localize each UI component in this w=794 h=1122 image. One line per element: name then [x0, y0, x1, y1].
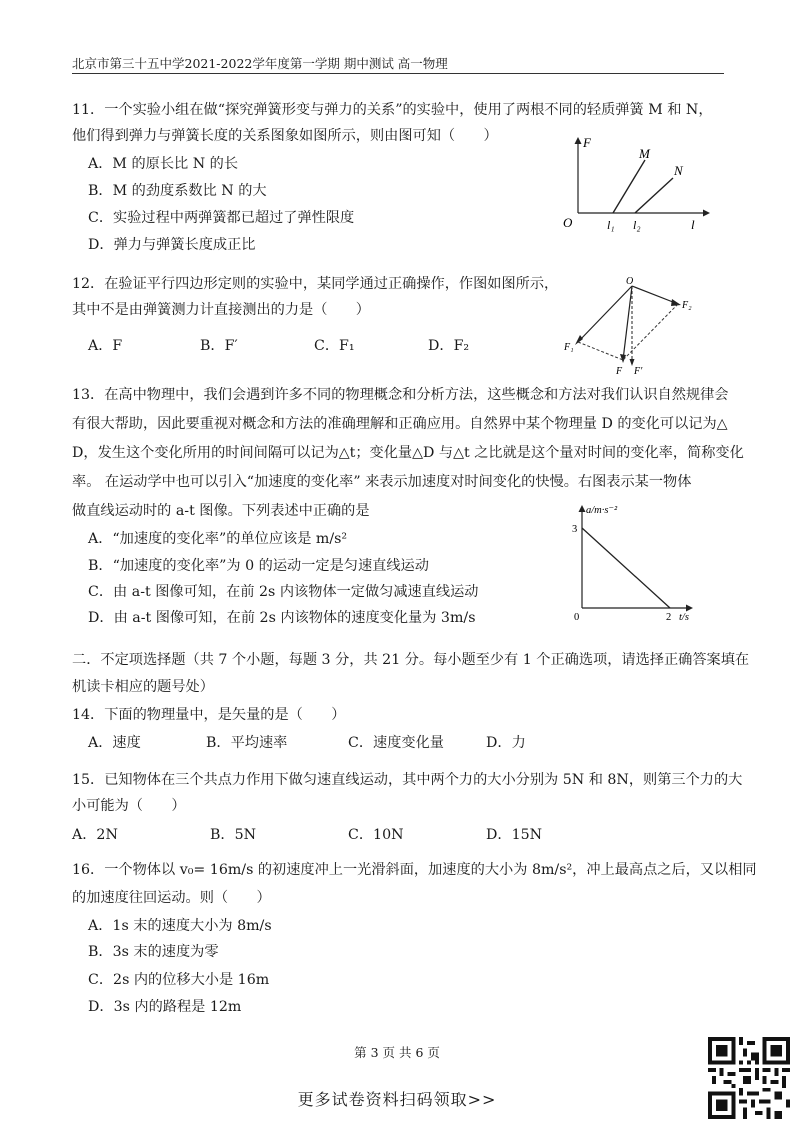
q13-line1: 13．在高中物理中，我们会遇到许多不同的物理概念和分析方法，这些概念和方法对我们认识自然规律会: [72, 387, 729, 403]
q12-label-f2: F₂: [682, 300, 692, 311]
q12-fprime-arrow: [630, 359, 635, 366]
q12-option-c: C．F₁: [314, 338, 355, 354]
q14-stem: 14．下面的物理量中，是矢量的是（ ）: [72, 707, 346, 723]
q13-tick-2: 2: [666, 612, 672, 623]
q12-stem-line2: 其中不是由弹簧测力计直接测出的力是（ ）: [72, 302, 370, 318]
q13-option-d: D．由 a-t 图像可知，在前 2s 内该物体的速度变化量为 3m/s: [88, 610, 476, 626]
header-rule: [72, 73, 724, 74]
q13-option-a: A．“加速度的变化率”的单位应该是 m/s²: [88, 531, 348, 547]
q15-option-a: A．2N: [72, 827, 118, 843]
q12-f1-arrow: [575, 335, 583, 345]
q11-label-m: M: [639, 146, 650, 161]
q13-line3: D，发生这个变化所用的时间间隔可以记为△t；变化量△D 与△t 之比就是这个量对时间的变化率，简称变化: [72, 445, 744, 461]
q11-label-o: O: [563, 215, 573, 230]
q16-stem-line1: 16．一个物体以 v₀= 16m/s 的初速度冲上一光滑斜面，加速度的大小为 8m/s²，冲上最高点之后，又以相同: [72, 862, 757, 878]
q11-line-m: [613, 160, 645, 213]
q11-option-c: C．实验过程中两弹簧都已超过了弹性限度: [88, 210, 355, 226]
q13-option-b: B．“加速度的变化率”为 0 的运动一定是匀速直线运动: [88, 558, 429, 574]
q11-spring-graph: [555, 132, 715, 238]
q15-option-b: B．5N: [210, 827, 257, 843]
q11-label-l1: l₁: [607, 218, 615, 232]
q12-option-b: B．F′: [200, 338, 238, 354]
q12-option-d: D．F₂: [428, 338, 470, 354]
q13-x-label: t/s: [679, 612, 689, 623]
q11-stem-line1: 11．一个实验小组在做“探究弹簧形变与弹力的关系”的实验中，使用了两根不同的轻质弹簧 M 和 N，: [72, 102, 713, 118]
q14-option-b: B．平均速率: [206, 735, 288, 751]
q13-at-graph: [566, 500, 702, 624]
q13-tick-3: 3: [572, 524, 578, 535]
q13-at-line: [582, 528, 670, 608]
q14-option-d: D．力: [486, 735, 526, 751]
q16-option-b: B．3s 末的速度为零: [88, 944, 219, 960]
q12-f2-line: [632, 286, 678, 304]
q11-option-b: B．M 的劲度系数比 N 的大: [88, 183, 267, 199]
q12-f1-line: [578, 286, 632, 342]
q13-line5: 做直线运动时的 a-t 图像。下列表述中正确的是: [72, 503, 370, 519]
q11-label-l: l: [691, 217, 695, 232]
q12-force-diagram: [560, 268, 700, 378]
q11-option-a: A．M 的原长比 N 的长: [88, 156, 239, 172]
q11-label-n: N: [674, 163, 683, 178]
q11-y-arrow: [575, 137, 582, 144]
q11-label-l2: l₂: [633, 218, 641, 232]
q12-label-fprime: F′: [634, 366, 643, 377]
q14-option-c: C．速度变化量: [348, 735, 444, 751]
q12-stem-line1: 12．在验证平行四边形定则的实验中，某同学通过正确操作，作图如图所示，: [72, 276, 559, 292]
page-header: 北京市第三十五中学2021-2022学年度第一学期 期中测试 高一物理: [72, 56, 448, 71]
qr-code[interactable]: [708, 1037, 790, 1119]
q11-line-n: [635, 178, 673, 213]
q12-label-f: F: [616, 366, 623, 377]
section2-line2: 机读卡相应的题号处）: [72, 679, 214, 695]
q12-label-f1: F₁: [564, 342, 574, 353]
q15-stem-line1: 15．已知物体在三个共点力作用下做匀速直线运动，其中两个力的大小分别为 5N 和 8N，则第三个力的大: [72, 772, 743, 788]
q16-option-a: A．1s 末的速度大小为 8m/s: [88, 918, 272, 934]
q13-line4: 率。 在运动学中也可以引入“加速度的变化率” 来表示加速度对时间变化的快慢。右图表示某一物体: [72, 474, 692, 490]
page-number: 第 3 页 共 6 页: [354, 1045, 440, 1060]
q12-label-o: O: [626, 276, 634, 287]
q13-x-arrow: [686, 605, 693, 612]
q13-y-arrow: [579, 505, 586, 512]
q12-dashed-right: [623, 304, 678, 360]
q12-option-a: A．F: [88, 338, 123, 354]
q13-option-c: C．由 a-t 图像可知，在前 2s 内该物体一定做匀减速直线运动: [88, 584, 479, 600]
q13-y-label: a/m·s⁻²: [586, 505, 618, 516]
q11-x-arrow: [703, 210, 710, 217]
q15-stem-line2: 小可能为（ ）: [72, 798, 186, 814]
q11-label-f: F: [583, 135, 591, 150]
q15-option-d: D．15N: [486, 827, 543, 843]
q11-option-d: D．弹力与弹簧长度成正比: [88, 237, 256, 253]
promo-text[interactable]: 更多试卷资料扫码领取>>: [297, 1090, 497, 1109]
q12-dashed-left: [578, 342, 623, 360]
q16-option-d: D．3s 内的路程是 12m: [88, 999, 242, 1015]
q12-f2-arrow: [671, 299, 681, 306]
q11-stem-line2: 他们得到弹力与弹簧长度的关系图象如图所示，则由图可知（ ）: [72, 128, 498, 144]
q16-stem-line2: 的加速度往回运动。则（ ）: [72, 890, 271, 906]
q16-option-c: C．2s 内的位移大小是 16m: [88, 972, 270, 988]
q13-line2: 有很大帮助，因此要重视对概念和方法的准确理解和正确应用。自然界中某个物理量 D 的变化可以记为△: [72, 416, 728, 432]
q15-option-c: C．10N: [348, 827, 404, 843]
section2-line1: 二．不定项选择题（共 7 个小题，每题 3 分，共 21 分。每小题至少有 1 个正确选项，请选择正确答案填在: [72, 652, 750, 668]
q14-option-a: A．速度: [88, 735, 141, 751]
q13-origin: 0: [574, 612, 580, 623]
q12-f-line: [623, 286, 632, 360]
